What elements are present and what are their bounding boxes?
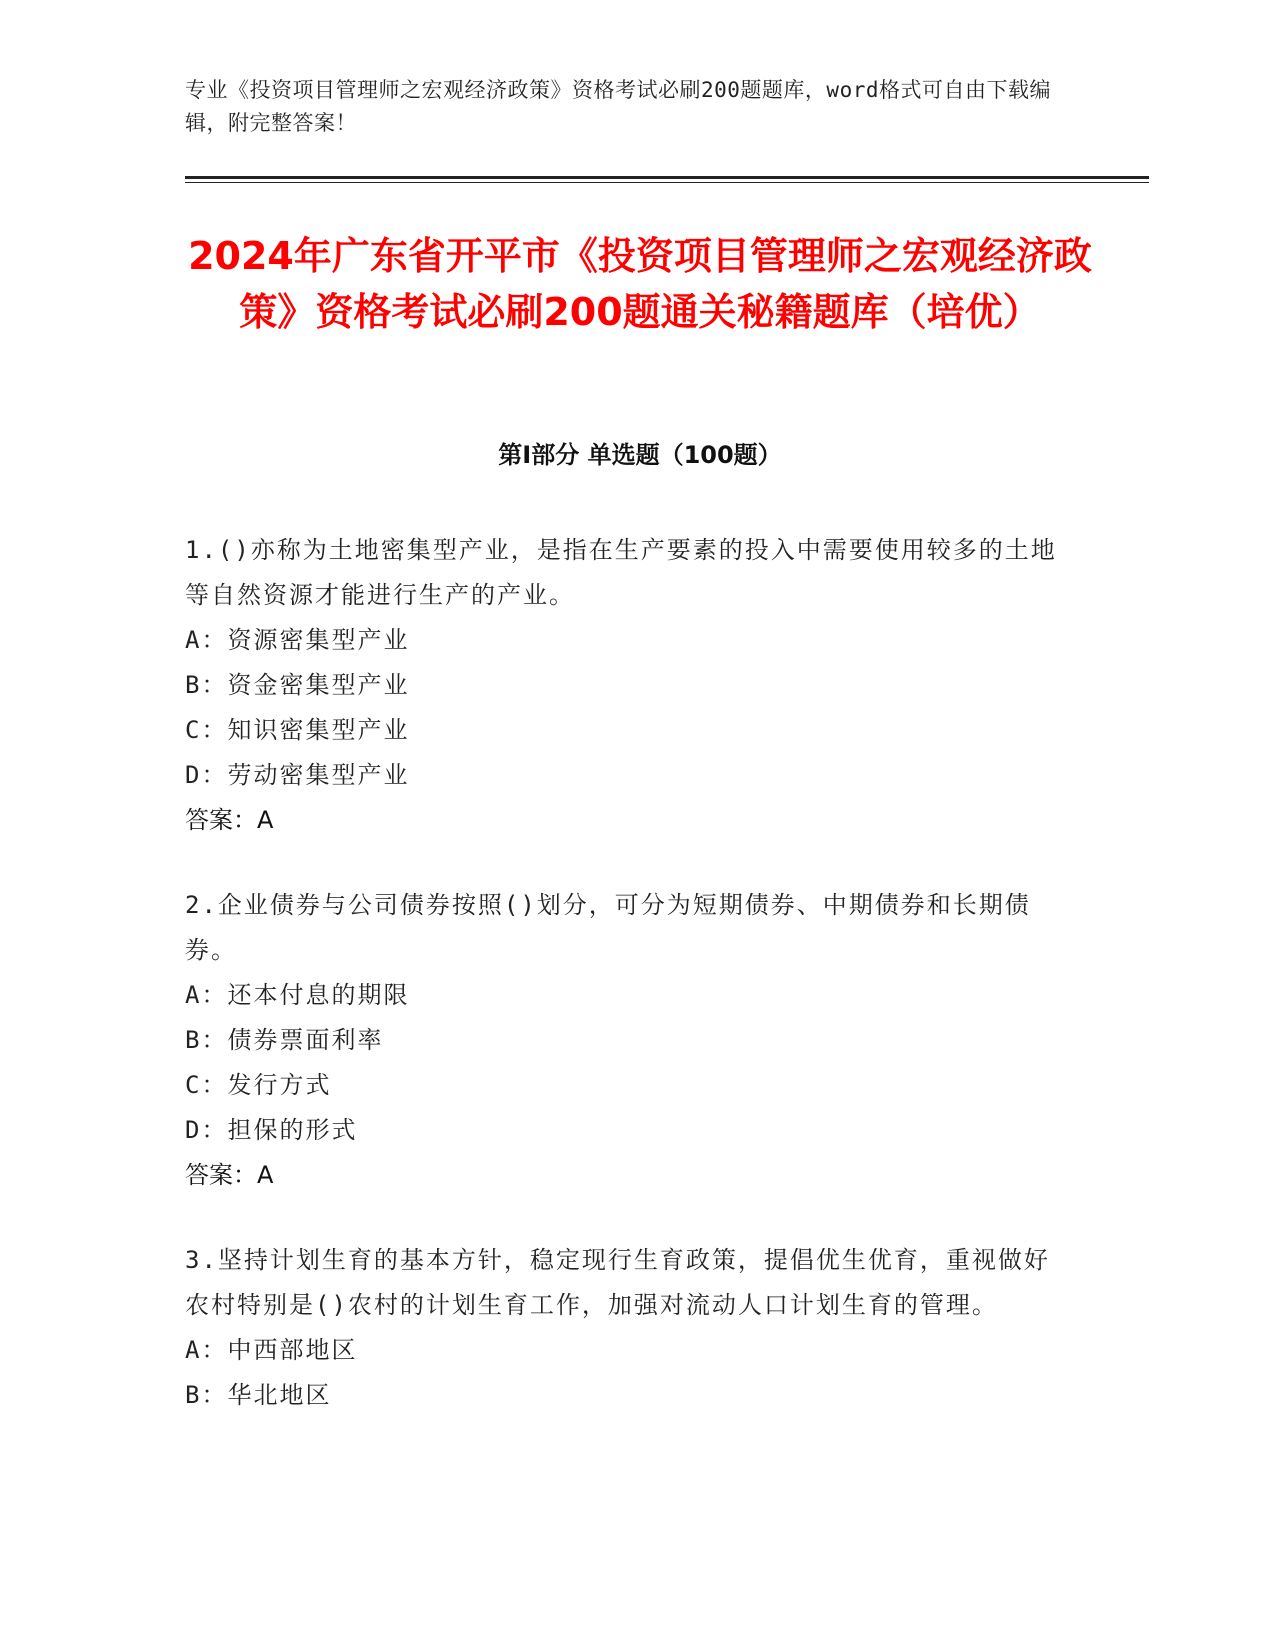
option-b: B：债券票面利率: [185, 1026, 384, 1054]
option-d: D：担保的形式: [185, 1116, 358, 1144]
question-stem: 3.坚持计划生育的基本方针，稳定现行生育政策，提倡优生优育，重视做好农村特别是()农村的计划生育工作，加强对流动人口计划生育的管理。: [185, 1246, 1050, 1319]
question-2: [185, 883, 1065, 1198]
question-stem: 2.企业债券与公司债券按照()划分，可分为短期债券、中期债券和长期债券。: [185, 891, 1031, 964]
question-stem: 1.()亦称为土地密集型产业，是指在生产要素的投入中需要使用较多的土地等自然资源才能进行生产的产业。: [185, 536, 1057, 609]
header-divider-thick: [185, 176, 1149, 179]
section-title: 第Ⅰ部分 单选题（100题）: [498, 441, 782, 469]
option-b: B：资金密集型产业: [185, 671, 410, 699]
option-a: A：中西部地区: [185, 1336, 358, 1364]
question-3: [185, 1238, 1065, 1418]
option-a: A：资源密集型产业: [185, 626, 410, 654]
document-title: 2024年广东省开平市《投资项目管理师之宏观经济政策》资格考试必刷200题通关秘籍题库（培优）: [188, 234, 1092, 334]
option-c: C：发行方式: [185, 1071, 332, 1099]
answer: 答案：A: [185, 806, 274, 834]
header-divider-thin: [185, 182, 1149, 183]
option-c: C：知识密集型产业: [185, 716, 410, 744]
header-note: 专业《投资项目管理师之宏观经济政策》资格考试必刷200题题库，word格式可自由下载编辑，附完整答案！: [185, 78, 1051, 135]
answer: 答案：A: [185, 1161, 274, 1189]
option-b: B：华北地区: [185, 1381, 332, 1409]
option-d: D：劳动密集型产业: [185, 761, 410, 789]
question-1: [185, 528, 1065, 843]
question-list: [185, 528, 1065, 1458]
option-a: A：还本付息的期限: [185, 981, 410, 1009]
